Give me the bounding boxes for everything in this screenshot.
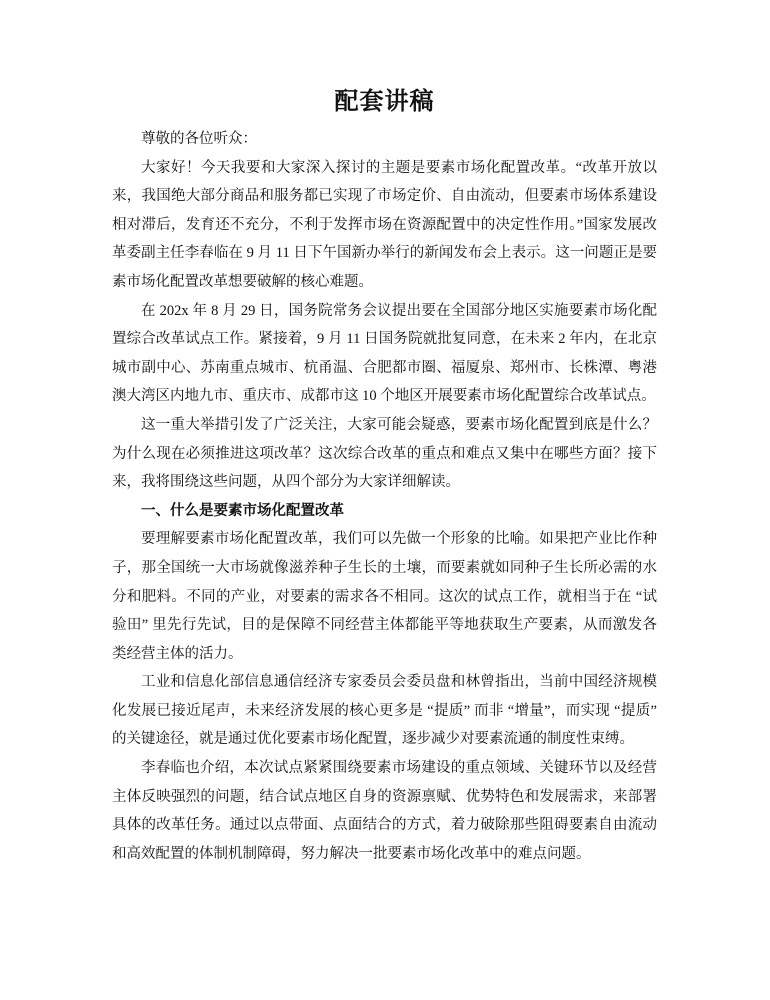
- document-title: 配套讲稿: [334, 89, 435, 115]
- paragraph-intro: 大家好！今天我要和大家深入探讨的主题是要素市场化配置改革。“改革开放以来，我国绝大部分商品和服务都已实现了市场定价、自由流动，但要素市场体系建设相对滞后，发育还不充分，不利于发挥市场在资源配置中的决定性作用。”国家发展改革委副主任李春临在 9 月 11 日下午国新办举行的新闻发布会上表示。这一问题正是要素市场化配置改革想要破解的核心难题。: [112, 159, 657, 290]
- paragraph-expert-quote: 工业和信息化部信息通信经济专家委员会委员盘和林曾指出，当前中国经济规模化发展已接近尾声，未来经济发展的核心更多是 “提质” 而非 “增量”，而实现 “提质” 的关键途径，就是通过优化要素市场化配置，逐步减少对要素流通的制度性束缚。: [112, 674, 657, 748]
- section-heading-1: 一、什么是要素市场化配置改革: [141, 502, 344, 519]
- paragraph-metaphor: 要理解要素市场化配置改革，我们可以先做一个形象的比喻。如果把产业比作种子，那全国统一大市场就像滋养种子生长的土壤，而要素就如同种子生长所必需的水分和肥料。不同的产业，对要素的需求各不相同。这次的试点工作，就相当于在 “试验田” 里先行先试，目的是保障不同经营主体都能平等地获取生产要素，从而激发各类经营主体的活力。: [112, 531, 657, 662]
- paragraph-reform-tasks: 李春临也介绍，本次试点紧紧围绕要素市场建设的重点领域、关键环节以及经营主体反映强烈的问题，结合试点地区自身的资源禀赋、优势特色和发展需求，来部署具体的改革任务。通过以点带面、点面结合的方式，着力破除那些阻碍要素自由流动和高效配置的体制机制障碍，努力解决一批要素市场化改革中的难点问题。: [112, 760, 657, 862]
- paragraph-greeting: 尊敬的各位听众：: [141, 131, 257, 147]
- paragraph-questions: 这一重大举措引发了广泛关注，大家可能会疑惑，要素市场化配置到底是什么？为什么现在必须推进这项改革？这次综合改革的重点和难点又集中在哪些方面？接下来，我将围绕这些问题，从四个部分为大家详细解读。: [112, 416, 657, 491]
- paragraph-pilot-regions: 在 202x 年 8 月 29 日，国务院常务会议提出要在全国部分地区实施要素市场化配置综合改革试点工作。紧接着，9 月 11 日国务院就批复同意，在未来 2 年内，在北京城市副中心、苏南重点城市、杭甬温、合肥都市圈、福厦泉、郑州市、长株潭、粤港澳大湾区内地九市、重庆市、成都市这 10 个地区开展要素市场化配置综合改革试点。: [112, 302, 657, 405]
